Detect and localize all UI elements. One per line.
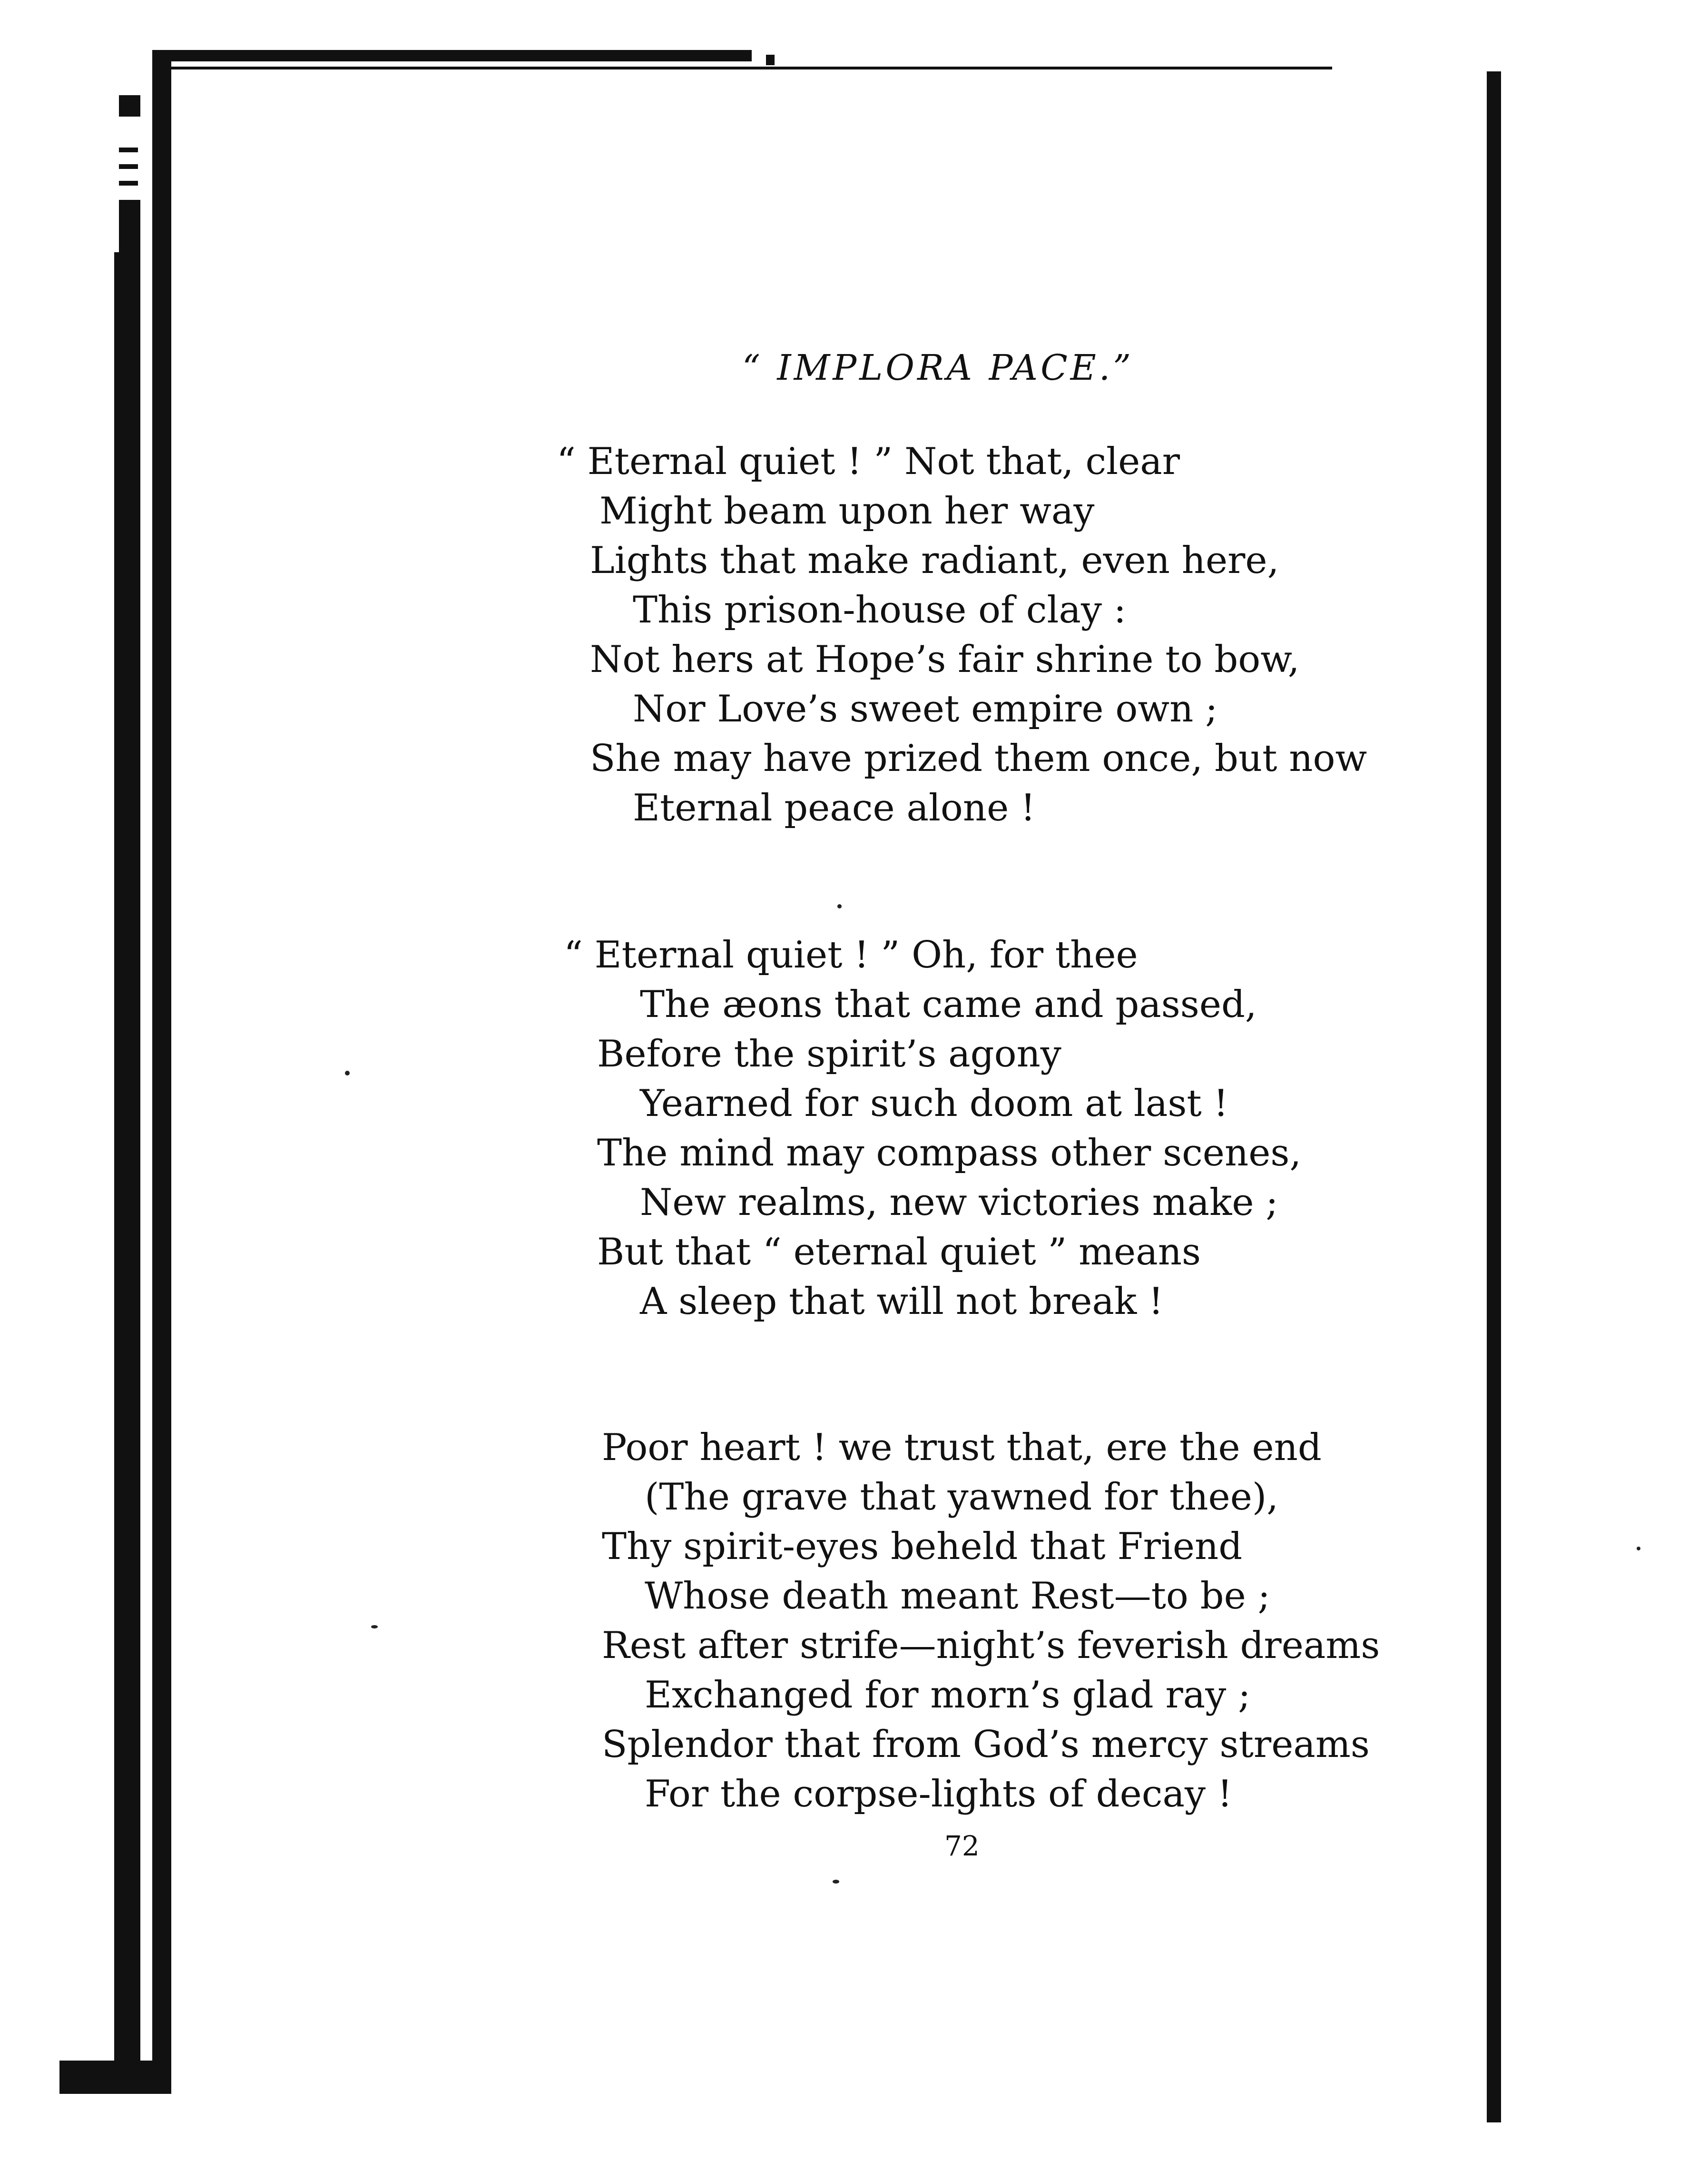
poem-line: A sleep that will not break ! [640, 1280, 1164, 1323]
poem-line: Splendor that from God’s mercy streams [602, 1723, 1370, 1766]
stanza-3 [602, 1423, 1380, 1819]
poem-title: “ IMPLORA PACE.” [742, 347, 1134, 388]
dust-speck [833, 1880, 839, 1884]
top-scan-line [162, 67, 1332, 69]
dust-speck [371, 1625, 378, 1628]
poem-line: “ Eternal quiet ! ” Not that, clear [557, 440, 1180, 483]
dust-speck [345, 1071, 350, 1075]
poem-line: Whose death meant Rest—to be ; [645, 1575, 1270, 1618]
poem-line: Nor Love’s sweet empire own ; [633, 688, 1218, 730]
left-mark-5 [119, 200, 140, 252]
poem-line: This prison-house of clay : [633, 589, 1127, 631]
poem-line: “ Eternal quiet ! ” Oh, for thee [564, 934, 1138, 977]
top-scan-border [152, 50, 752, 61]
poem-line: Before the spirit’s agony [597, 1033, 1061, 1075]
poem-line: The æons that came and passed, [640, 983, 1257, 1026]
left-binding-foot [59, 2061, 155, 2094]
poem-line: Not hers at Hope’s fair shrine to bow, [590, 638, 1300, 681]
poem-line: Might beam upon her way [599, 490, 1095, 533]
poem-line: Eternal peace alone ! [633, 787, 1036, 829]
left-mark-3 [119, 164, 138, 169]
page-number: 72 [944, 1830, 980, 1862]
poem-line: For the corpse-lights of decay ! [645, 1773, 1233, 1815]
left-mark-4 [119, 181, 138, 186]
poem-line: Yearned for such doom at last ! [640, 1082, 1228, 1125]
dust-speck [837, 904, 842, 908]
left-binding-edge [152, 52, 171, 2094]
poem-line: Exchanged for morn’s glad ray ; [645, 1674, 1251, 1716]
poem-line: She may have prized them once, but now [590, 737, 1367, 780]
poem-line: Poor heart ! we trust that, ere the end [602, 1426, 1322, 1469]
poem-line: But that “ eternal quiet ” means [597, 1231, 1201, 1273]
stanza-2 [564, 930, 1301, 1326]
right-page-edge [1487, 71, 1501, 2122]
dust-speck [1637, 1547, 1640, 1550]
left-mark-1 [119, 95, 140, 117]
poem-line: Thy spirit-eyes beheld that Friend [602, 1525, 1243, 1568]
poem-line: The mind may compass other scenes, [597, 1132, 1302, 1174]
poem-line: Lights that make radiant, even here, [590, 539, 1279, 582]
left-binding-shadow [114, 252, 140, 2089]
poem-line: New realms, new victories make ; [640, 1181, 1278, 1224]
poem-line: (The grave that yawned for thee), [645, 1476, 1279, 1519]
left-mark-2 [119, 148, 138, 152]
stanza-1 [557, 437, 1367, 833]
top-mark [766, 55, 775, 65]
poem-line: Rest after strife—night’s feverish dreams [602, 1624, 1380, 1667]
